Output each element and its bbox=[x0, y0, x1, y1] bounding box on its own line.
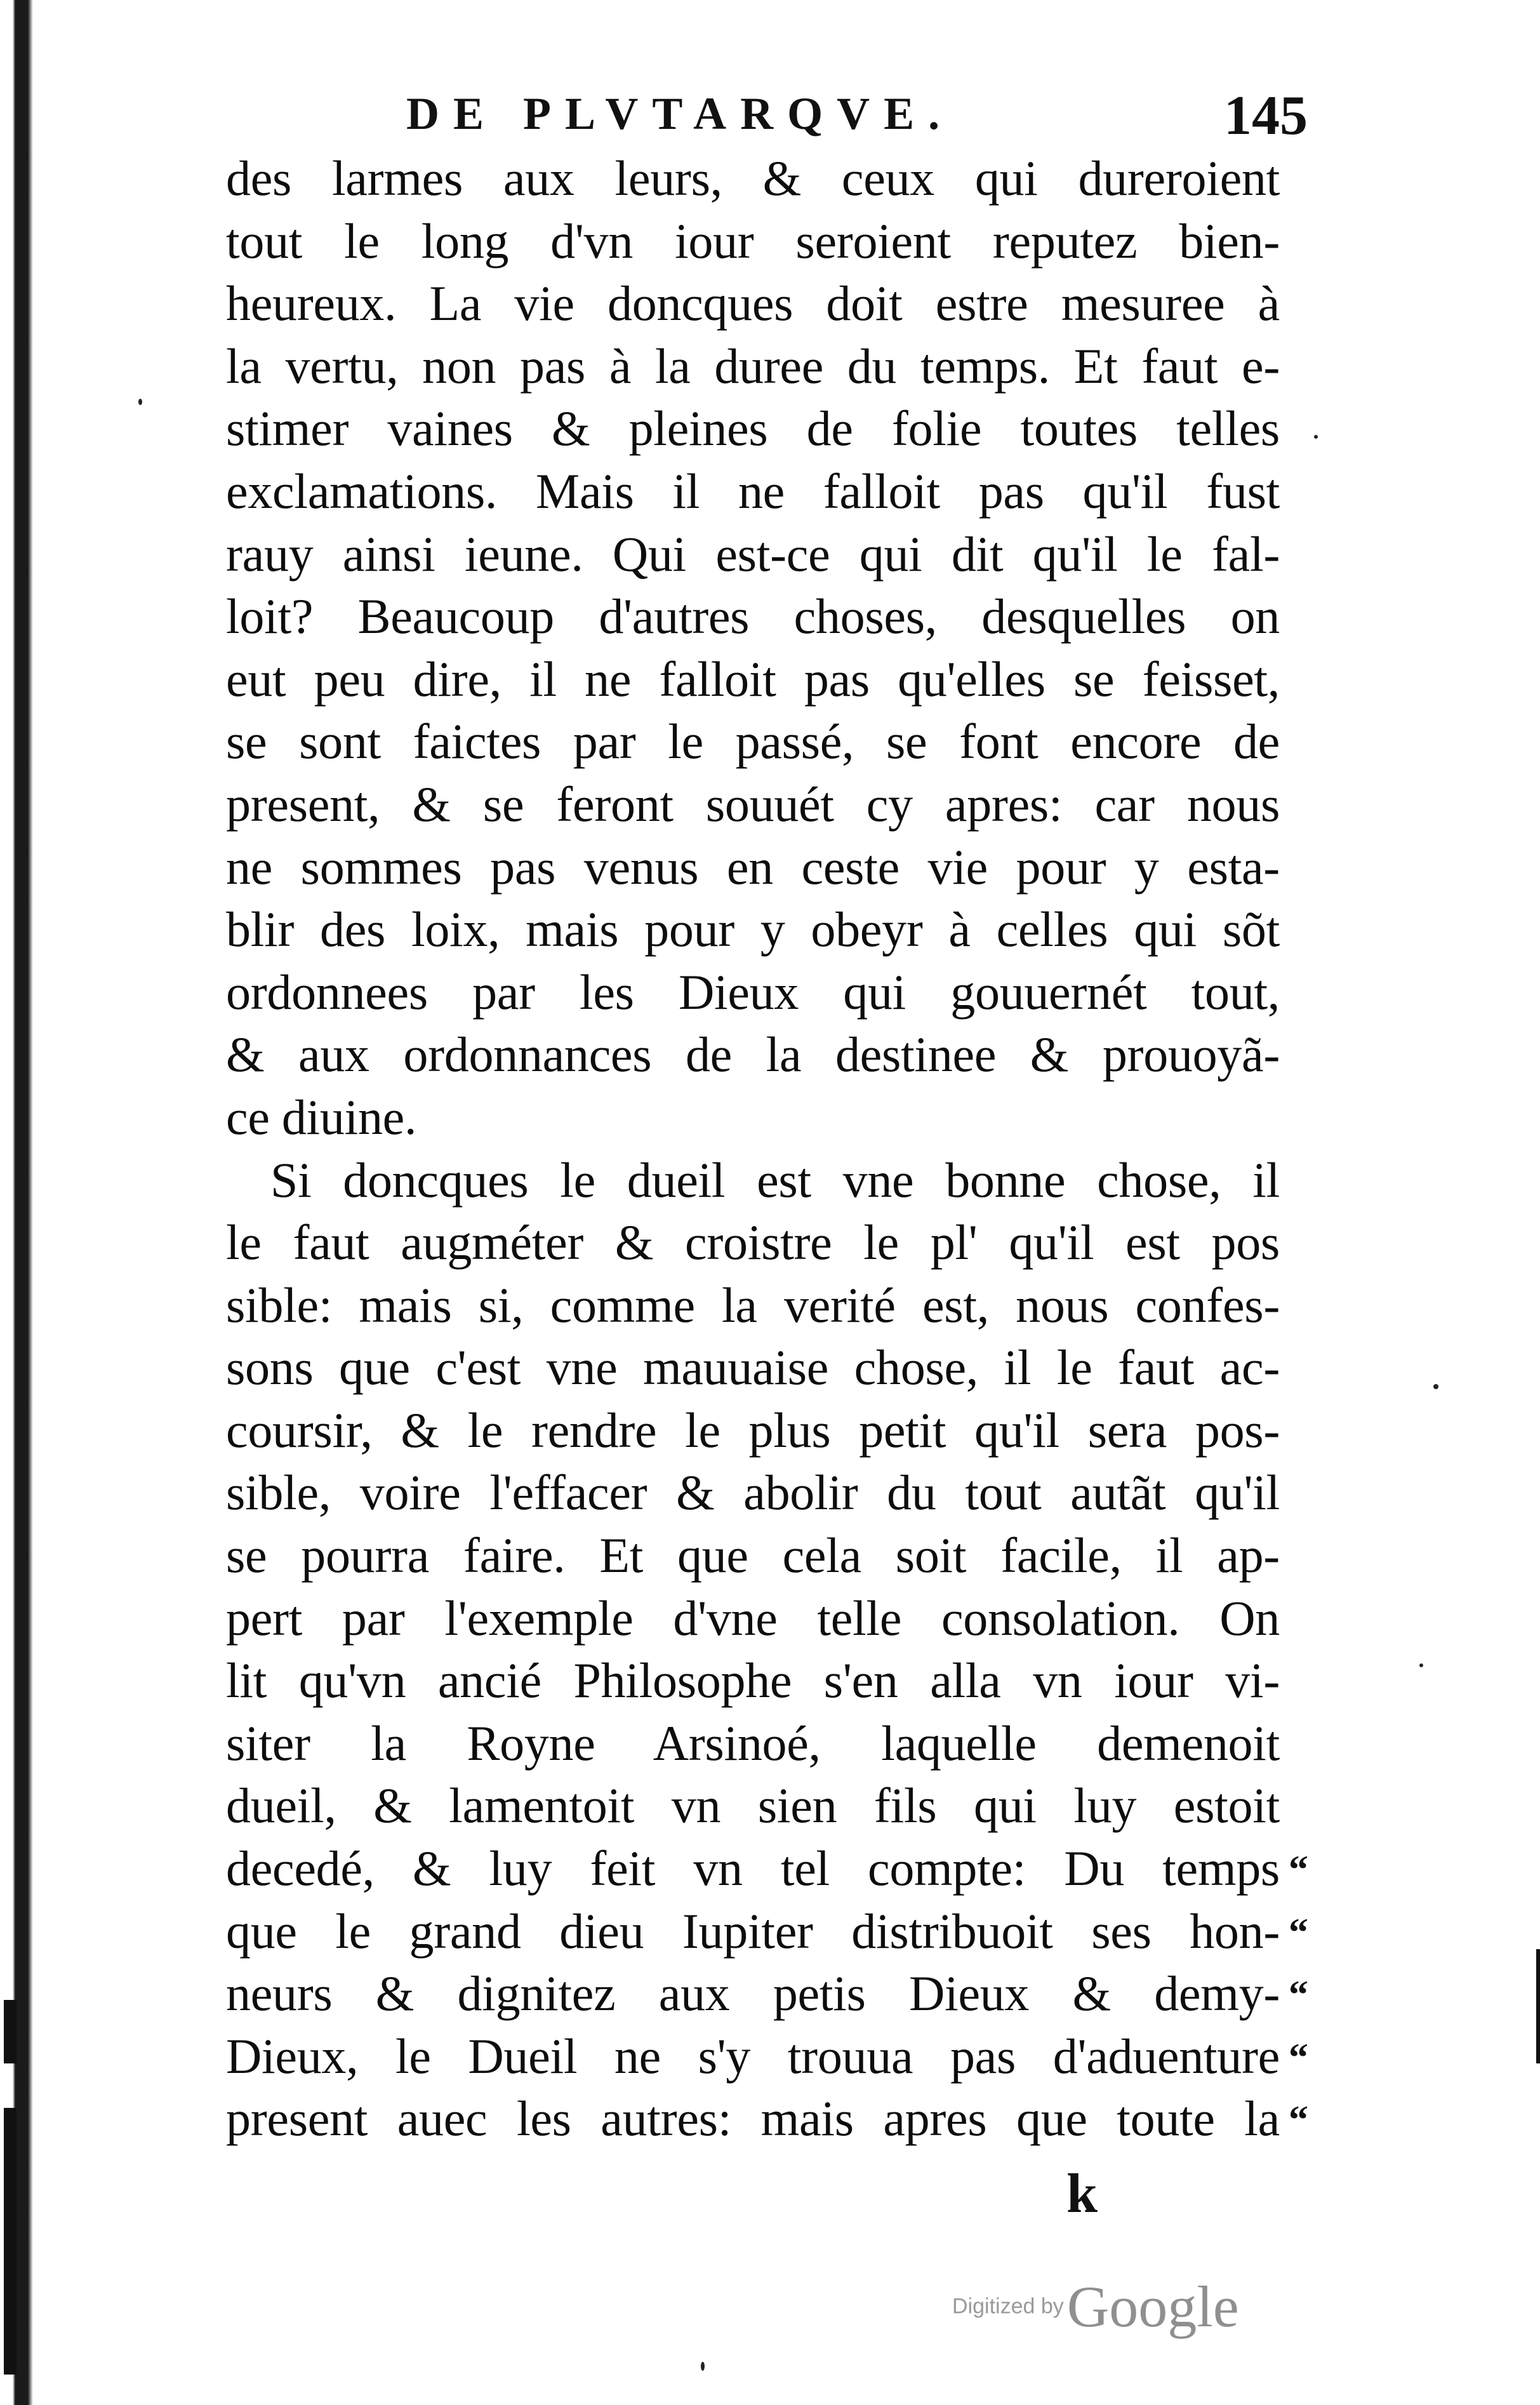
quote-mark: “ bbox=[1289, 1910, 1308, 1954]
digitization-watermark bbox=[952, 2273, 1239, 2340]
text-line: decedé, & luy feit vn tel compte: Du temps bbox=[226, 1841, 1280, 1896]
text-line: ordonnees par les Dieux qui gouuernét tout, bbox=[226, 964, 1280, 1020]
text-line: des larmes aux leurs, & ceux qui dureroient bbox=[226, 150, 1280, 206]
ink-speck bbox=[138, 399, 142, 405]
text-line: rauy ainsi ieune. Qui est-ce qui dit qu'il le fal- bbox=[226, 526, 1280, 582]
text-line: Si doncques le dueil est vne bonne chose, il bbox=[270, 1152, 1280, 1208]
quote-mark: “ bbox=[1289, 2098, 1308, 2142]
text-line: tout le long d'vn iour seroient reputez bien- bbox=[226, 213, 1280, 269]
page-edge-mark bbox=[1536, 1949, 1540, 2063]
text-line: stimer vaines & pleines de folie toutes telles bbox=[226, 401, 1280, 456]
text-line: Dieux, le Dueil ne s'y trouua pas d'aduenture bbox=[226, 2028, 1280, 2084]
text-line: se sont faictes par le passé, se font encore de bbox=[226, 714, 1280, 769]
quote-mark: “ bbox=[1289, 2035, 1308, 2079]
quote-mark: “ bbox=[1289, 1973, 1308, 2017]
quote-mark: “ bbox=[1289, 1848, 1308, 1891]
text-line: & aux ordonnances de la destinee & prouoyã- bbox=[226, 1027, 1280, 1083]
text-line: blir des loix, mais pour y obeyr à celles qui sõt bbox=[226, 902, 1280, 957]
text-line: se pourra faire. Et que cela soit facile, il ap- bbox=[226, 1528, 1280, 1583]
text-line: que le grand dieu Iupiter distribuoit ses hon- bbox=[226, 1903, 1280, 1959]
text-line: coursir, & le rendre le plus petit qu'il sera pos- bbox=[226, 1402, 1280, 1458]
text-line: sons que c'est vne mauuaise chose, il le faut ac- bbox=[226, 1340, 1280, 1396]
text-line: neurs & dignitez aux petis Dieux & demy- bbox=[226, 1966, 1280, 2022]
text-line: heureux. La vie doncques doit estre mesuree à bbox=[226, 276, 1280, 331]
text-line: la vertu, non pas à la duree du temps. Et faut e- bbox=[226, 338, 1280, 394]
catchword: k bbox=[1066, 2163, 1098, 2225]
text-line: sible, voire l'effacer & abolir du tout autãt qu'il bbox=[226, 1465, 1280, 1521]
page-number: 145 bbox=[1224, 85, 1308, 147]
text-line: ce diuine. bbox=[226, 1089, 417, 1145]
text-line: pert par l'exemple d'vne telle consolation. On bbox=[226, 1590, 1280, 1646]
text-line: sible: mais si, comme la verité est, nous confes- bbox=[226, 1277, 1280, 1333]
watermark-prefix: Digitized by bbox=[952, 2294, 1064, 2319]
ink-speck bbox=[701, 2362, 705, 2371]
text-line: loit? Beaucoup d'autres choses, desquelles on bbox=[226, 589, 1280, 644]
text-line: dueil, & lamentoit vn sien fils qui luy estoit bbox=[226, 1778, 1280, 1834]
ink-speck bbox=[1314, 435, 1318, 439]
binding-mark bbox=[4, 2108, 17, 2375]
ink-speck bbox=[1433, 1384, 1438, 1389]
text-line: eut peu dire, il ne falloit pas qu'elles se feisset, bbox=[226, 651, 1280, 707]
body-text bbox=[226, 147, 1280, 2150]
binding-mark bbox=[4, 2000, 17, 2063]
running-title: DE PLVTARQVE. bbox=[406, 88, 954, 139]
text-line: lit qu'vn ancié Philosophe s'en alla vn iour vi- bbox=[226, 1653, 1280, 1709]
google-logo: Google bbox=[1066, 2274, 1239, 2339]
text-line: ne sommes pas venus en ceste vie pour y esta- bbox=[226, 839, 1280, 895]
text-line: siter la Royne Arsinoé, laquelle demenoit bbox=[226, 1715, 1280, 1771]
margin-quote-marks bbox=[1289, 1848, 1327, 2161]
ink-speck bbox=[1419, 1663, 1423, 1667]
text-line: present, & se feront souuét cy apres: car nous bbox=[226, 776, 1280, 832]
text-line: present auec les autres: mais apres que toute la bbox=[226, 2091, 1280, 2147]
text-line: le faut augméter & croistre le pl' qu'il est pos bbox=[226, 1215, 1280, 1270]
text-line: exclamations. Mais il ne falloit pas qu'il fust bbox=[226, 463, 1280, 519]
